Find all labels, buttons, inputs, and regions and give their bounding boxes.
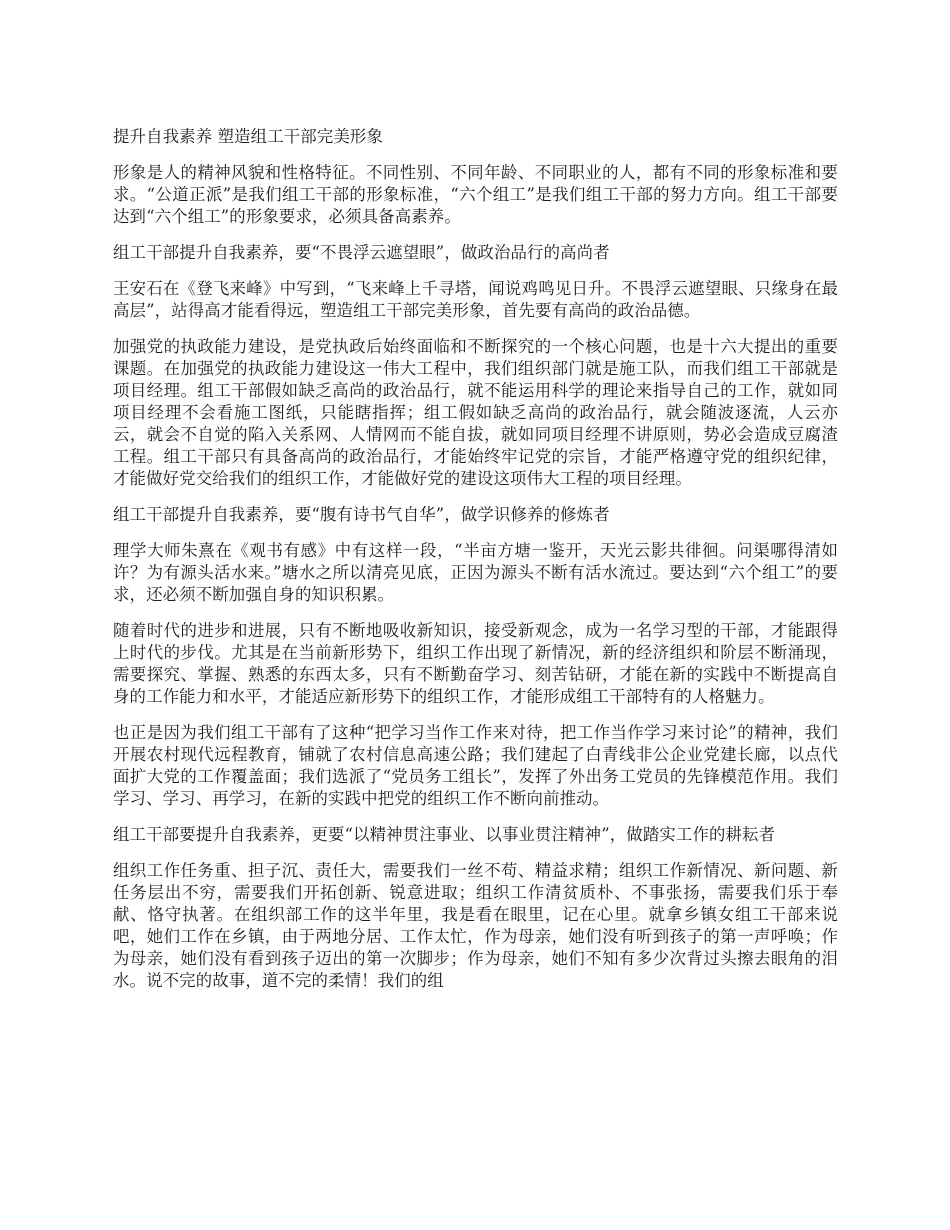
paragraph-governing-capacity: 加强党的执政能力建设，是党执政后始终面临和不断探究的一个核心问题，也是十六大提出的重要课题。在加强党的执政能力建设这一伟大工程中，我们组织部门就是施工队，而我们组工干部就是项目经理。组工干部假如缺乏高尚的政治品行，就不能运用科学的理论来指导自己的工作，就如同项目经理不会看施工图纸，只能瞎指挥；组工假如缺乏高尚的政治品行，就会随波逐流，人云亦云，就会不自觉的陷入关系网、人情网而不能自拔，就如同项目经理不讲原则，势必会造成豆腐渣工程。组工干部只有具备高尚的政治品行，才能始终牢记党的宗旨，才能严格遵守党的组织纪律，才能做好党交给我们的组织工作，才能做好党的建设这项伟大工程的项目经理。 (113, 337, 838, 488)
paragraph-intro: 形象是人的精神风貌和性格特征。不同性别、不同年龄、不同职业的人，都有不同的形象标准和要求。“公道正派”是我们组工干部的形象标准，“六个组工”是我们组工干部的努力方向。组工干部要达到“六个组工”的形象要求，必须具备高素养。 (113, 163, 838, 226)
paragraph-wang-anshi: 王安石在《登飞来峰》中写到，“飞来峰上千寻塔，闻说鸡鸣见日升。不畏浮云遮望眼、只缘身在最高层”，站得高才能看得远，塑造组工干部完美形象，首先要有高尚的政治品德。 (113, 279, 838, 320)
section-heading-political-conduct: 组工干部提升自我素养，要“不畏浮云遮望眼”，做政治品行的高尚者 (113, 243, 610, 262)
section-heading-hard-work: 组工干部要提升自我素养，更要“以精神贯注事业、以事业贯注精神”，做踏实工作的耕耘者 (113, 825, 776, 844)
document-title: 提升自我素养 塑造组工干部完美形象 (113, 127, 384, 146)
paragraph-learning-spirit: 也正是因为我们组工干部有了这种“把学习当作工作来对待，把工作当作学习来讨论”的精神，我们开展农村现代远程教育，铺就了农村信息高速公路；我们建起了白青线非公企业党建长廊，以点代面扩大党的工作覆盖面；我们选派了“党员务工组长”，发挥了外出务工党员的先锋模范作用。我们学习、学习、再学习，在新的实践中把党的组织工作不断向前推动。 (113, 723, 838, 808)
paragraph-organization-work: 组织工作任务重、担子沉、责任大，需要我们一丝不苟、精益求精；组织工作新情况、新问题、新任务层出不穷，需要我们开拓创新、锐意进取；组织工作清贫质朴、不事张扬，需要我们乐于奉献、恪守执著。在组织部工作的这半年里，我是看在眼里，记在心里。就拿乡镇女组工干部来说吧，她们工作在乡镇，由于两地分居、工作太忙，作为母亲，她们没有听到孩子的第一声呼唤；作为母亲，她们没有看到孩子迈出的第一次脚步；作为母亲，她们不知有多少次背过头擦去眼角的泪水。说不完的故事，道不完的柔情！我们的组 (113, 861, 838, 990)
document-page (113, 120, 838, 1006)
paragraph-zhu-xi: 理学大师朱熹在《观书有感》中有这样一段，“半亩方塘一鉴开，天光云影共徘徊。问渠哪得清如许？为有源头活水来。”塘水之所以清亮见底，正因为源头不断有活水流过。要达到“六个组工”的要求，还必须不断加强自身的知识积累。 (113, 541, 838, 604)
paragraph-times-progress: 随着时代的进步和进展，只有不断地吸收新知识，接受新观念，成为一名学习型的干部，才能跟得上时代的步伐。尤其是在当前新形势下，组织工作出现了新情况，新的经济组织和阶层不断涌现，需要探究、掌握、熟悉的东西太多，只有不断勤奋学习、刻苦钻研，才能在新的实践中不断提高自身的工作能力和水平，才能适应新形势下的组织工作，才能形成组工干部特有的人格魅力。 (113, 621, 838, 706)
section-heading-learning: 组工干部提升自我素养，要“腹有诗书气自华”，做学识修养的修炼者 (113, 505, 610, 524)
